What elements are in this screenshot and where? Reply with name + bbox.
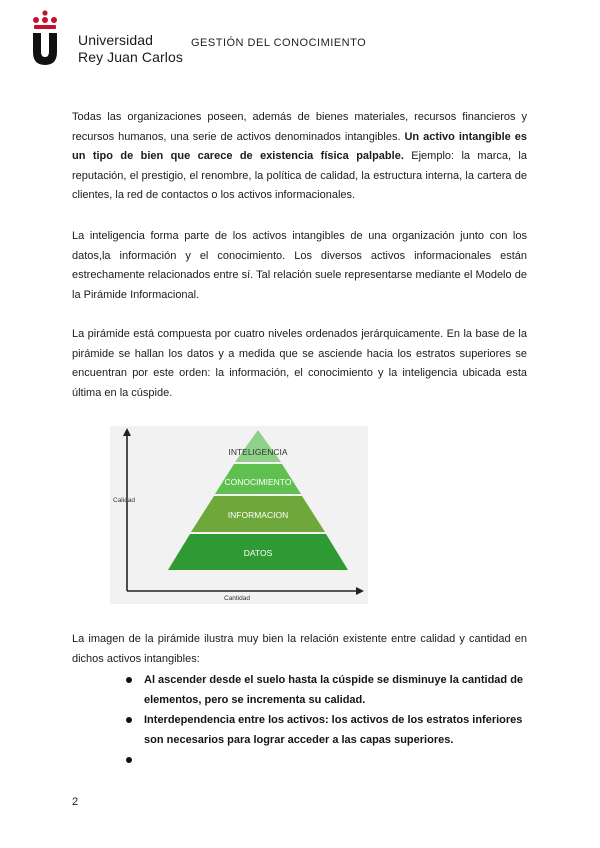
pyramid-label-conocimiento: CONOCIMIENTO (224, 477, 292, 487)
bullet-item (126, 670, 528, 710)
paragraph-2: La inteligencia forma parte de los activos intangibles de una organización junto con los datos,la información y el conocimiento. Los diversos activos informacionales están estrechamente relacionados entre sí. Tal relación suele representarse mediante el Modelo de la Pirámide Informacional. (72, 230, 527, 301)
pyramid-level-inteligencia (235, 430, 281, 462)
paragraph-1-text-a: Todas las organizaciones poseen, además de bienes materiales, recursos financieros y recursos humanos, una serie de activos denominados intangibles. (72, 111, 527, 143)
urjc-crown-u-logo (30, 10, 60, 68)
university-name (78, 32, 183, 66)
y-axis-label: Calidad (113, 497, 136, 504)
university-logo (30, 10, 190, 68)
bullet-item (126, 750, 528, 770)
paragraph-3: La pirámide está compuesta por cuatro niveles ordenados jerárquicamente. En la base de la pirámide se hallan los datos y a medida que se asciende hacia los estratos superiores se encuentran por este orden: la información, el conocimiento y la inteligencia ubicada esta última en la cúspide. (72, 328, 527, 399)
paragraph-4: La imagen de la pirámide ilustra muy bien la relación existente entre calidad y cantidad en dichos activos intangibles: (72, 633, 527, 665)
x-axis-label: Cantidad (224, 595, 251, 602)
paragraph-1-text-b: Ejemplo: la marca, la reputación, el prestigio, el renombre, la política de calidad, la estructura interna, la cartera de clientes, la red de contactos o los activos informacionales. (72, 150, 527, 202)
y-axis-arrow-icon (123, 428, 131, 436)
x-axis-arrow-icon (356, 587, 364, 595)
pyramid-label-inteligencia: INTELIGENCIA (228, 447, 288, 457)
page-number: 2 (72, 796, 79, 808)
pyramid-label-informacion: INFORMACION (227, 510, 289, 520)
bullet-text: Interdependencia entre los activos: los activos de los estratos inferiores son necesarios para lograr acceder a las capas superiores. (144, 714, 523, 746)
pyramid-figure (110, 426, 368, 604)
paragraph-1-bold: Un activo intangible es un tipo de bien que carece de existencia física palpable. (72, 130, 527, 163)
paragraph-1 (72, 108, 527, 206)
bullet-dot-icon (126, 757, 132, 763)
pyramid-diagram (110, 426, 368, 604)
bullet-item (126, 710, 528, 750)
bullet-text: Al ascender desde el suelo hasta la cúspide se disminuye la cantidad de elementos, pero se incrementa su calidad. (144, 674, 524, 706)
university-name-line2: Rey Juan Carlos (78, 49, 183, 65)
bullet-dot-icon (126, 677, 132, 683)
pyramid-label-datos: DATOS (243, 548, 273, 558)
header-title: GESTIÓN DEL CONOCIMIENTO (191, 37, 367, 49)
bullet-list (126, 670, 528, 770)
bullet-dot-icon (126, 717, 132, 723)
university-name-line1: Universidad (78, 32, 154, 48)
